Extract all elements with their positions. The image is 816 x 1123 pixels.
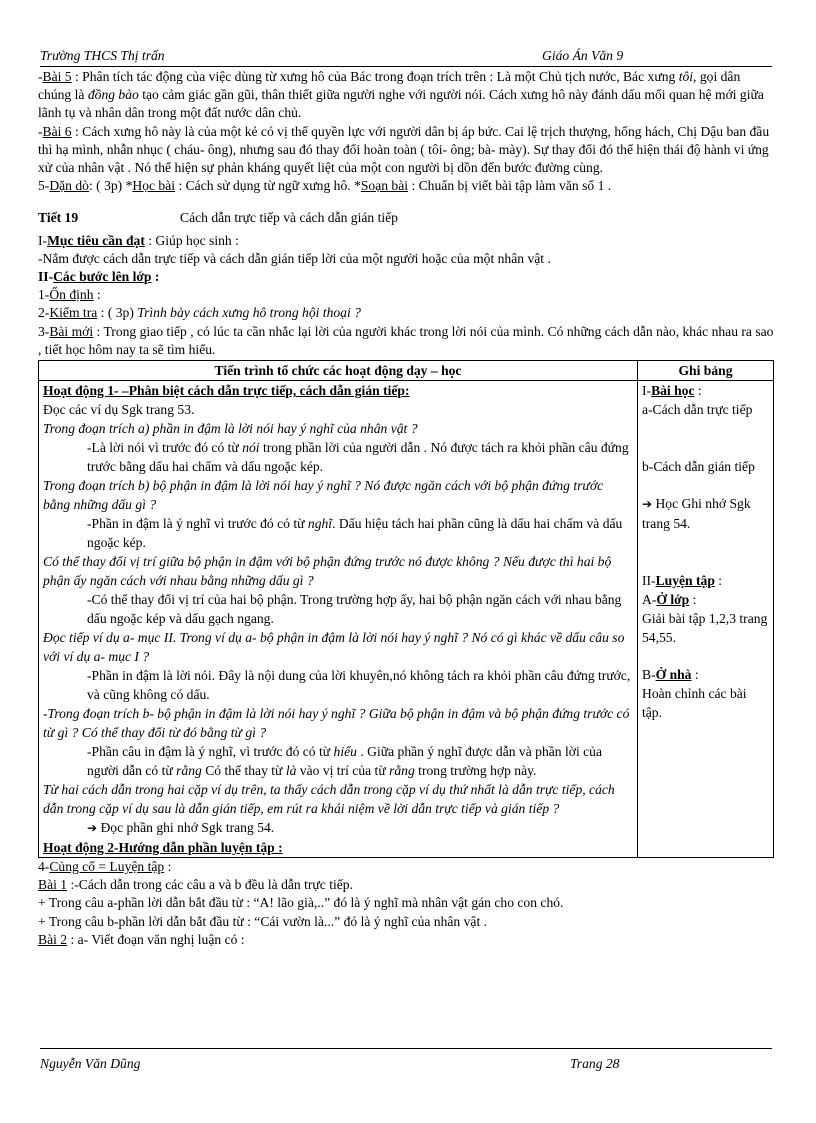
luyentap-heading: II-Luyện tập : <box>642 573 723 589</box>
activities-cell <box>39 381 638 858</box>
subject-name: Giáo Án Văn 9 <box>542 48 624 63</box>
kiemtra-line: 2-Kiểm tra : ( 3p) Trình bày cách xưng hô trong hội thoại ? <box>38 305 361 321</box>
author-name: Nguyễn Văn Dũng <box>40 1056 141 1071</box>
bai5-paragraph: -Bài 5 : Phân tích tác động của việc dùng từ xưng hô của Bác trong đoạn trích trên : Là một Chủ tịch nước, Bác xưng tôi, gọi dân chúng là đồng bào tạo cảm giác gần gũi, thân thiết giữa người nghe với người nói. Cách xưng hô này đánh dấu mối quan hệ mới giữa lãnh tụ và nhân dân trong một đất nước dân chủ. <box>38 69 764 121</box>
col-header-notes: Ghi bảng <box>638 361 774 381</box>
document-body <box>38 68 774 949</box>
question-5: -Trong đoạn trích b- bộ phận in đậm là lời nói hay ý nghĩ ? Giữa bộ phận in đậm và bộ phận đứng trước có từ gì ? Có thể thay đổi từ đó bằng từ gì ? <box>43 706 630 741</box>
note-ghinho: ➔ Học Ghi nhớ Sgk trang 54. <box>642 496 751 532</box>
bai1-line-b: + Trong câu b-phần lời dẫn bắt đầu từ : “Cái vườn là...” đó là ý nghĩ của nhân vật . <box>38 913 488 929</box>
olop-heading: A-Ở lớp : <box>642 592 697 608</box>
cacbuoc-heading: II-Các bước lên lớp : <box>38 269 160 285</box>
answer-3: -Có thể thay đổi vị trí của hai bộ phận. Trong trường hợp ấy, hai bộ phận ngăn cách với nhau bằng dấu ngoặc kép và dấu gạch ngang. <box>87 592 622 627</box>
arrow-icon: ➔ <box>87 821 98 836</box>
bai2-line: Bài 2 : a- Viết đoạn văn nghị luận có : <box>38 931 245 947</box>
question-4: Đọc tiếp ví dụ a- mục II. Trong ví dụ a- bộ phận in đậm là lời nói hay ý nghĩ ? Nó có gì khác về dấu câu so với ví dụ a- mục I ? <box>43 630 625 665</box>
question-2: Trong đoạn trích b) bộ phận in đậm là lời nói hay ý nghĩ ? Nó được ngăn cách với bộ phận đứng trước bằng những dấu gì ? <box>43 478 604 513</box>
onha-heading: B-Ở nhà : <box>642 667 699 683</box>
answer-2: -Phần in đậm là ý nghĩ vì trước đó có từ nghĩ. Dấu hiệu tách hai phần cũng là dấu hai chấm và dấu ngoặc kép. <box>87 516 623 551</box>
note-b: b-Cách dẫn gián tiếp <box>642 459 755 475</box>
tiet-label: Tiết 19 <box>38 210 79 226</box>
hd1-heading: Hoạt động 1- –Phân biệt cách dẫn trực tiếp, cách dẫn gián tiếp: <box>43 383 410 399</box>
answer-5: -Phần câu in đậm là ý nghĩ, vì trước đó có từ hiểu . Giữa phần ý nghĩ được dẫn và phần lời của người dẫn có từ rằng Có thể thay từ là vào vị trí của từ rằng trong trường hợp này. <box>87 744 602 779</box>
arrow-icon: ➔ <box>642 497 653 512</box>
lesson-title: Cách dẫn trực tiếp và cách dẫn gián tiếp <box>180 210 398 226</box>
page-footer <box>40 1048 772 1079</box>
hd2-heading: Hoạt động 2-Hướng dẫn phần luyện tập : <box>43 840 283 856</box>
question-1: Trong đoạn trích a) phần in đậm là lời nói hay ý nghĩ của nhân vật ? <box>43 421 418 437</box>
school-name: Trường THCS Thị trấn <box>40 48 165 63</box>
col-header-activities: Tiến trình tổ chức các hoạt động dạy – học <box>39 361 638 381</box>
answer-6: ➔ Đọc phần ghi nhớ Sgk trang 54. <box>87 820 275 836</box>
answer-4: -Phần in đậm là lời nói. Đây là nội dung của lời khuyên,nó không tách ra khỏi phần câu đứng trước, và cũng không có dấu. <box>87 668 631 703</box>
page-number: Trang 28 <box>570 1056 620 1071</box>
lesson-title-line <box>38 209 774 227</box>
note-a: a-Cách dẫn trực tiếp <box>642 402 753 418</box>
bai1-line-a: + Trong câu a-phần lời dẫn bắt đầu từ : “A! lão già,..” đó là ý nghĩ mà nhân vật gán cho con chó. <box>38 895 564 911</box>
baimoi-paragraph: 3-Bài mới : Trong giao tiếp , có lúc ta cần nhắc lại lời của người khác trong lời nói của mình. Có những cách dẫn nào, khác nhau ra sao , tiết học hôm nay ta sẽ tìm hiểu. <box>38 323 774 357</box>
cungco-heading: 4-Củng cố = Luyện tập : <box>38 859 172 875</box>
bai6-paragraph: -Bài 6 : Cách xưng hô này là của một kẻ có vị thế quyền lực với người dân bị áp bức. Cai lệ trịch thượng, hống hách, Chị Dậu ban đầu thì hạ mình, nhẫn nhục ( cháu- ông), nhưng sau đó thay đổi hoàn toàn ( tôi- ông; bà- mày). Sự thay đổi đó thể hiện thái độ hành vi ứng xử của nhân vật . Nó thể hiện sự phản kháng quyết liệt của một con người bị dồn đến bước đường cùng. <box>38 123 770 176</box>
question-6: Từ hai cách dẫn trong hai cặp ví dụ trên, ta thấy cách dẫn trong cặp ví dụ thứ nhất là dẫn trực tiếp, cách dẫn trong cặp ví dụ sau là dẫn gián tiếp, em rút ra khái niệm về lời dẫn trực tiếp và gián tiếp ? <box>43 782 615 817</box>
notes-cell <box>638 381 774 858</box>
page-header <box>40 48 772 67</box>
activity-table <box>38 360 774 858</box>
onha-text: Hoàn chỉnh các bài tập. <box>642 686 747 721</box>
muctieu-item: -Nắm được cách dẫn trực tiếp và cách dẫn gián tiếp lời của một người hoặc của một nhân vật . <box>38 250 551 266</box>
olop-text: Giải bài tập 1,2,3 trang 54,55. <box>642 611 768 646</box>
muctieu-heading: I-Mục tiêu cần đạt : Giúp học sinh : <box>38 232 239 248</box>
dando-paragraph: 5-Dặn dò: ( 3p) *Học bài : Cách sử dụng từ ngữ xưng hô. *Soạn bài : Chuẩn bị viết bài tập làm văn số 1 . <box>38 178 612 194</box>
ondinh-line: 1-Ổn định : <box>38 287 101 303</box>
answer-1: -Là lời nói vì trước đó có từ nói trong phần lời của người dẫn . Nó được tách ra khỏi phần câu đứng trước bằng dấu hai chấm và dấu ngoặc kép. <box>87 440 629 475</box>
question-3: Có thể thay đổi vị trí giữa bộ phận in đậm với bộ phận đứng trước nó được không ? Nếu được thì hai bộ phận ấy ngăn cách với nhau bằng những dấu gì ? <box>43 554 612 589</box>
line-read-examples: Đọc các ví dụ Sgk trang 53. <box>43 402 195 418</box>
bai1-line: Bài 1 :-Cách dẫn trong các câu a và b đều là dẫn trực tiếp. <box>38 877 353 893</box>
baihoc-heading: I-Bài học : <box>642 383 702 399</box>
